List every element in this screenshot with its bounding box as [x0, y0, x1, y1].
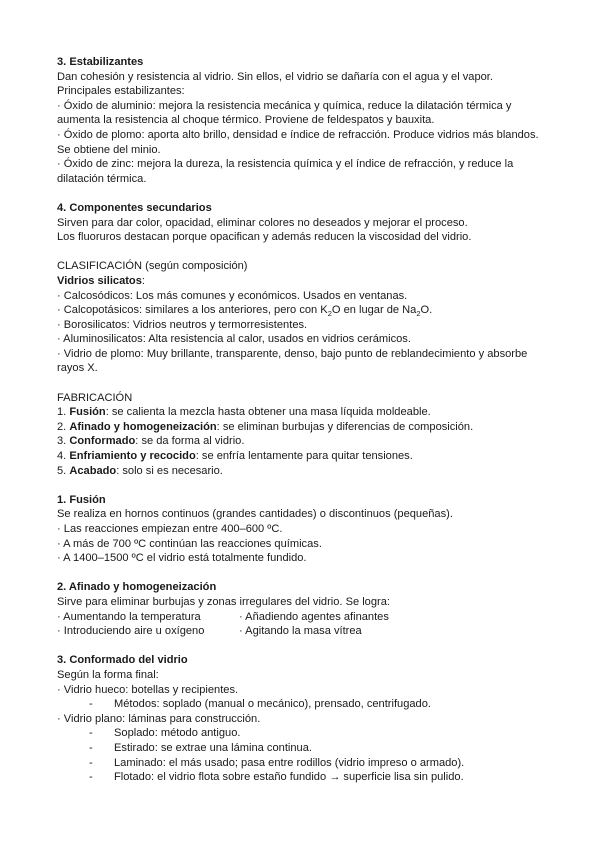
list-line: · Óxido de plomo: aporta alto brillo, densidad e índice de refracción. Produce vidrios más blandos.: [57, 128, 539, 141]
sub-list-item: - Laminado: el más usado; pasa entre rodillos (vidrio impreso o armado).: [89, 756, 465, 769]
sub-list-item: - Métodos: soplado (manual o mecánico), prensado, centrifugado.: [89, 698, 431, 711]
list-line: · Óxido de zinc: mejora la dureza, la resistencia química y el índice de refracción, y reduce la: [57, 158, 514, 171]
section-title-secundarios: 4. Componentes secundarios: [57, 201, 212, 214]
paragraph: Se realiza en hornos continuos (grandes cantidades) o discontinuos (pequeñas).: [57, 508, 453, 521]
list-line: · A más de 700 ºC continúan las reacciones químicas.: [57, 537, 322, 550]
document-page: [57, 55, 557, 785]
paragraph: Según la forma final:: [57, 668, 159, 681]
list-line: · Añadiendo agentes afinantes: [239, 610, 389, 623]
section-title-afinado: 2. Afinado y homogeneización: [57, 581, 217, 594]
section-title-fabricacion: FABRICACIÓN: [57, 391, 133, 404]
step-item: 4. Enfriamiento y recocido: se enfría lentamente para quitar tensiones.: [57, 450, 413, 463]
list-line: · A 1400–1500 ºC el vidrio está totalmente fundido.: [57, 552, 307, 565]
sub-list-item: - Soplado: método antiguo.: [89, 727, 241, 740]
list-line: Se obtiene del minio.: [57, 143, 161, 156]
sub-list-item: - Estirado: se extrae una lámina continua.: [89, 741, 312, 754]
list-line: · Vidrio plano: láminas para construcción.: [57, 712, 261, 725]
list-line: · Las reacciones empiezan entre 400–600 ºC.: [57, 523, 283, 535]
list-line: rayos X.: [57, 362, 98, 375]
section-title-clasificacion: CLASIFICACIÓN (según composición): [57, 260, 248, 273]
subsection-title-silicatos: Vidrios silicatos:: [57, 274, 145, 287]
paragraph: Principales estabilizantes:: [57, 85, 185, 98]
paragraph: Sirven para dar color, opacidad, eliminar colores no deseados y mejorar el proceso.: [57, 216, 468, 229]
step-item: 1. Fusión: se calienta la mezcla hasta obtener una masa líquida moldeable.: [57, 406, 431, 419]
paragraph: Dan cohesión y resistencia al vidrio. Sin ellos, el vidrio se dañaría con el agua y el vapor.: [57, 70, 493, 83]
step-item: 3. Conformado: se da forma al vidrio.: [57, 435, 245, 448]
paragraph: Los fluoruros destacan porque opacifican y además reducen la viscosidad del vidrio.: [57, 231, 472, 244]
two-column-list-row: [57, 624, 557, 639]
step-item: 5. Acabado: solo si es necesario.: [57, 464, 223, 477]
step-item: 2. Afinado y homogeneización: se eliminan burbujas y diferencias de composición.: [57, 420, 474, 433]
list-line: dilatación térmica.: [57, 172, 147, 185]
list-line: aumenta la resistencia al choque térmico. Proviene de feldespatos y bauxita.: [57, 114, 435, 127]
list-line: · Introduciendo aire u oxígeno: [57, 625, 205, 638]
list-line: · Óxido de aluminio: mejora la resistencia mecánica y química, reduce la dilatación térmica y: [57, 99, 512, 112]
list-line: · Vidrio hueco: botellas y recipientes.: [57, 683, 239, 696]
two-column-list-row: [57, 610, 557, 625]
section-title-conformado: 3. Conformado del vidrio: [57, 654, 188, 667]
list-line-calcopotasicos: · Calcopotásicos: similares a los anteriores, pero con $K_2O$ en lugar de $Na_2O$.: [57, 304, 433, 319]
list-line: · Vidrio de plomo: Muy brillante, transparente, denso, bajo punto de reblandecimiento y absorbe: [57, 347, 528, 360]
list-line: · Agitando la masa vítrea: [239, 625, 362, 638]
list-line: · Aumentando la temperatura: [57, 610, 201, 623]
section-title-fusion: 1. Fusión: [57, 493, 106, 506]
section-title-estabilizantes: 3. Estabilizantes: [57, 56, 144, 68]
paragraph: Sirve para eliminar burbujas y zonas irregulares del vidrio. Se logra:: [57, 595, 390, 608]
list-line: · Aluminosilicatos: Alta resistencia al calor, usados en vidrios cerámicos.: [57, 333, 411, 346]
sub-list-item: - Flotado: el vidrio flota sobre estaño fundido → superficie lisa sin pulido.: [89, 771, 464, 784]
list-line: · Calcosódicos: Los más comunes y económicos. Usados en ventanas.: [57, 289, 408, 302]
list-line: · Borosilicatos: Vidrios neutros y termorresistentes.: [57, 318, 308, 331]
